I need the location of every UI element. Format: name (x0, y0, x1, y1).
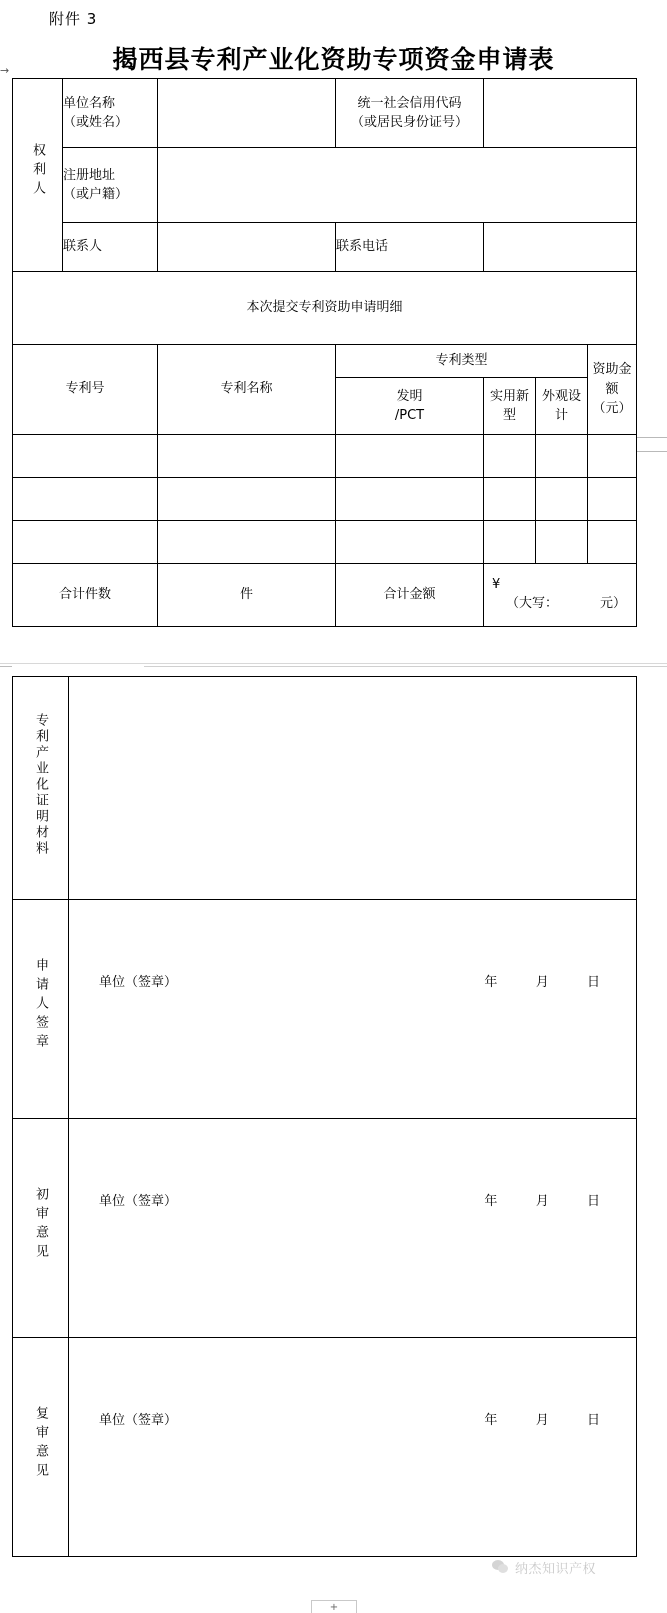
header-type-invention-line2: /PCT (394, 408, 425, 423)
header-type-utility (484, 378, 536, 435)
totals-caps-label: （大写： (506, 595, 559, 611)
row-1-patent-name[interactable] (158, 478, 336, 521)
credit-code-label-line1: 统一社会信用代码 (357, 95, 462, 111)
page-add-widget[interactable]: + (311, 1600, 357, 1613)
first-review-sign-row (69, 1193, 636, 1212)
table-row-address (13, 148, 637, 223)
re-review-body[interactable] (69, 1338, 637, 1557)
credit-code-label-cell (336, 79, 484, 148)
table-row-first-review (13, 1119, 637, 1338)
row-0-patent-no[interactable] (13, 435, 158, 478)
table-row-unit-name (13, 79, 637, 148)
row-2-amount[interactable] (588, 521, 637, 564)
row-0-utility[interactable] (484, 435, 536, 478)
totals-amount-inner (484, 572, 636, 619)
applicant-sign-date (484, 974, 600, 993)
contact-phone-value-cell[interactable] (484, 223, 637, 272)
credit-code-value-cell[interactable] (484, 79, 637, 148)
row-1-patent-no[interactable] (13, 478, 158, 521)
contact-phone-label-cell: 联系电话 (336, 223, 484, 272)
table-row (13, 521, 637, 564)
re-review-sign-row (69, 1412, 636, 1431)
watermark-text: 纳杰知识产权 (515, 1562, 597, 1577)
header-type-design (536, 378, 588, 435)
header-patent-no: 专利号 (13, 345, 158, 435)
address-label-line1: 注册地址 (63, 167, 116, 183)
applicant-signature-vertical-label (13, 900, 69, 1119)
opinions-table (12, 676, 637, 1557)
header-type-invention-line1: 发明 (396, 388, 423, 404)
application-main-table (12, 78, 637, 627)
first-review-sign-month: 月 (535, 1194, 549, 1210)
first-review-sign-unit: 单位（签章） (99, 1194, 178, 1210)
applicant-signature-body[interactable] (69, 900, 637, 1119)
applicant-sign-row (69, 974, 636, 993)
detail-section-banner: 本次提交专利资助申请明细 (13, 272, 637, 345)
row-1-invention[interactable] (336, 478, 484, 521)
rights-holder-label-text: 权利人 (30, 143, 45, 201)
header-type-invention (336, 378, 484, 435)
totals-count-unit: 件 (158, 564, 336, 627)
row-2-patent-no[interactable] (13, 521, 158, 564)
row-2-design[interactable] (536, 521, 588, 564)
table-row-totals (13, 564, 637, 627)
page-break-artifact-full (0, 663, 667, 664)
row-2-utility[interactable] (484, 521, 536, 564)
table-row-applicant-signature (13, 900, 637, 1119)
rights-holder-vertical-label (13, 79, 63, 272)
re-review-sign-year: 年 (484, 1413, 498, 1429)
page-break-artifact-right-b (636, 451, 667, 452)
table-row-contact (13, 223, 637, 272)
totals-count-label: 合计件数 (13, 564, 158, 627)
page-break-artifact-partial (144, 666, 667, 667)
first-review-vertical-label (13, 1119, 69, 1338)
re-review-vertical-label (13, 1338, 69, 1557)
table-row (13, 478, 637, 521)
page-break-artifact-right-a (636, 437, 667, 438)
address-value-cell[interactable] (158, 148, 637, 223)
row-1-utility[interactable] (484, 478, 536, 521)
attachment-label: 附件 3 (49, 10, 98, 28)
table-row (13, 435, 637, 478)
table-row-detail-banner (13, 272, 637, 345)
applicant-sign-month: 月 (535, 975, 549, 991)
row-0-patent-name[interactable] (158, 435, 336, 478)
applicant-signature-label-text: 申请人签章 (33, 958, 48, 1054)
header-type-utility-line2: 型 (502, 408, 516, 423)
first-review-sign-day: 日 (586, 1194, 600, 1210)
unit-name-label-line1: 单位名称 (63, 95, 116, 111)
header-type-design-line2: 计 (554, 408, 568, 423)
row-1-amount[interactable] (588, 478, 637, 521)
re-review-sign-date (484, 1412, 600, 1431)
row-0-invention[interactable] (336, 435, 484, 478)
contact-person-label-cell: 联系人 (63, 223, 158, 272)
header-amount-line2: （元） (592, 401, 632, 417)
table-row-re-review (13, 1338, 637, 1557)
credit-code-label-line2: （或居民身份证号） (350, 115, 468, 130)
wechat-icon (492, 1560, 509, 1575)
totals-caps-row (492, 594, 628, 615)
table-row-detail-headers (13, 345, 637, 378)
unit-name-label-cell (63, 79, 158, 148)
re-review-label-text: 复审意见 (33, 1405, 48, 1482)
first-review-sign-year: 年 (484, 1194, 498, 1210)
ruler-arrow-artifact: → (0, 64, 10, 77)
applicant-sign-year: 年 (484, 975, 498, 991)
address-label-line2: （或户籍） (63, 187, 129, 202)
totals-caps-unit: 元） (600, 595, 627, 611)
ruler-tick-artifact (0, 666, 12, 667)
header-patent-type: 专利类型 (336, 345, 588, 378)
re-review-sign-month: 月 (535, 1413, 549, 1429)
header-amount (588, 345, 637, 435)
unit-name-value-cell[interactable] (158, 79, 336, 148)
address-label-cell (63, 148, 158, 223)
first-review-body[interactable] (69, 1119, 637, 1338)
header-type-design-line1: 外观设 (541, 388, 581, 404)
page-title: 揭西县专利产业化资助专项资金申请表 (112, 45, 555, 74)
contact-person-value-cell[interactable] (158, 223, 336, 272)
header-patent-name: 专利名称 (158, 345, 336, 435)
header-type-utility-line1: 实用新 (489, 388, 529, 404)
header-amount-line1: 资助金额 (592, 362, 632, 397)
watermark (492, 1558, 596, 1577)
first-review-sign-date (484, 1193, 600, 1212)
row-2-invention[interactable] (336, 521, 484, 564)
row-1-design[interactable] (536, 478, 588, 521)
totals-currency-symbol: ¥ (492, 576, 501, 592)
row-0-design[interactable] (536, 435, 588, 478)
re-review-sign-unit: 单位（签章） (99, 1413, 178, 1429)
proof-material-vertical-label (13, 677, 69, 900)
table-row-proof-material (13, 677, 637, 900)
proof-material-label-text: 专利产业化证明材料 (33, 712, 48, 857)
applicant-sign-unit: 单位（签章） (99, 975, 178, 991)
unit-name-label-line2: （或姓名） (63, 115, 129, 130)
applicant-sign-day: 日 (586, 975, 600, 991)
first-review-label-text: 初审意见 (33, 1186, 48, 1263)
totals-amount-cell[interactable] (484, 564, 637, 627)
totals-amount-label: 合计金额 (336, 564, 484, 627)
row-2-patent-name[interactable] (158, 521, 336, 564)
proof-material-body[interactable] (69, 677, 637, 900)
row-0-amount[interactable] (588, 435, 637, 478)
re-review-sign-day: 日 (586, 1413, 600, 1429)
